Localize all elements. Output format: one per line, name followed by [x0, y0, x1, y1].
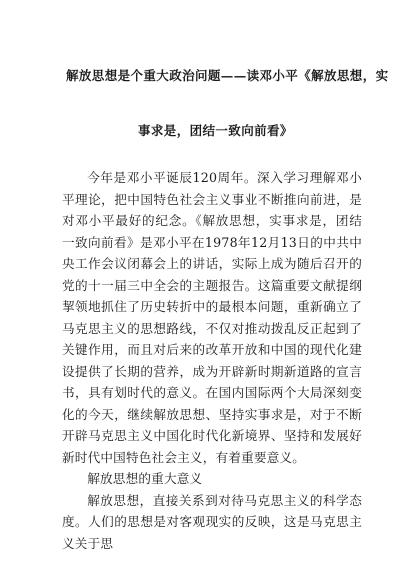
document-title-line-2: 事求是，团结一致向前看》	[138, 123, 293, 138]
document-title-line-1: 解放思想是个重大政治问题——读邓小平《解放思想，实	[66, 68, 389, 83]
document-body	[62, 167, 362, 554]
body-paragraph-section-1: 解放思想，直接关系到对待马克思主义的科学态度。人们的思想是对客观现实的反映，这是马克思主义关于思	[62, 492, 362, 551]
section-heading: 解放思想的重大意义	[87, 471, 203, 486]
body-paragraph-intro: 今年是邓小平诞辰120周年。深入学习理解邓小平理论，把中国特色社会主义事业不断推向前进，是对邓小平最好的纪念。《解放思想，实事求是，团结一致向前看》是邓小平在1978年12月13日的中共中央工作会议闭幕会上的讲话，实际上成为随后召开的党的十一届三中全会的主题报告。这篇重要文献提纲挈领地抓住了历史转折中的最根本问题，重新确立了马克思主义的思想路线，不仅对推动拨乱反正起到了关键作用，而且对后来的改革开放和中国的现代化建设提供了长期的营养，成为开辟新时期新道路的宣言书，具有划时代的意义。在国内国际两个大局深刻变化的今天，继续解放思想、坚持实事求是，对于不断开辟马克思主义中国化时代化新境界、坚持和发展好新时代中国特色社会主义，有着重要意义。	[62, 170, 362, 465]
